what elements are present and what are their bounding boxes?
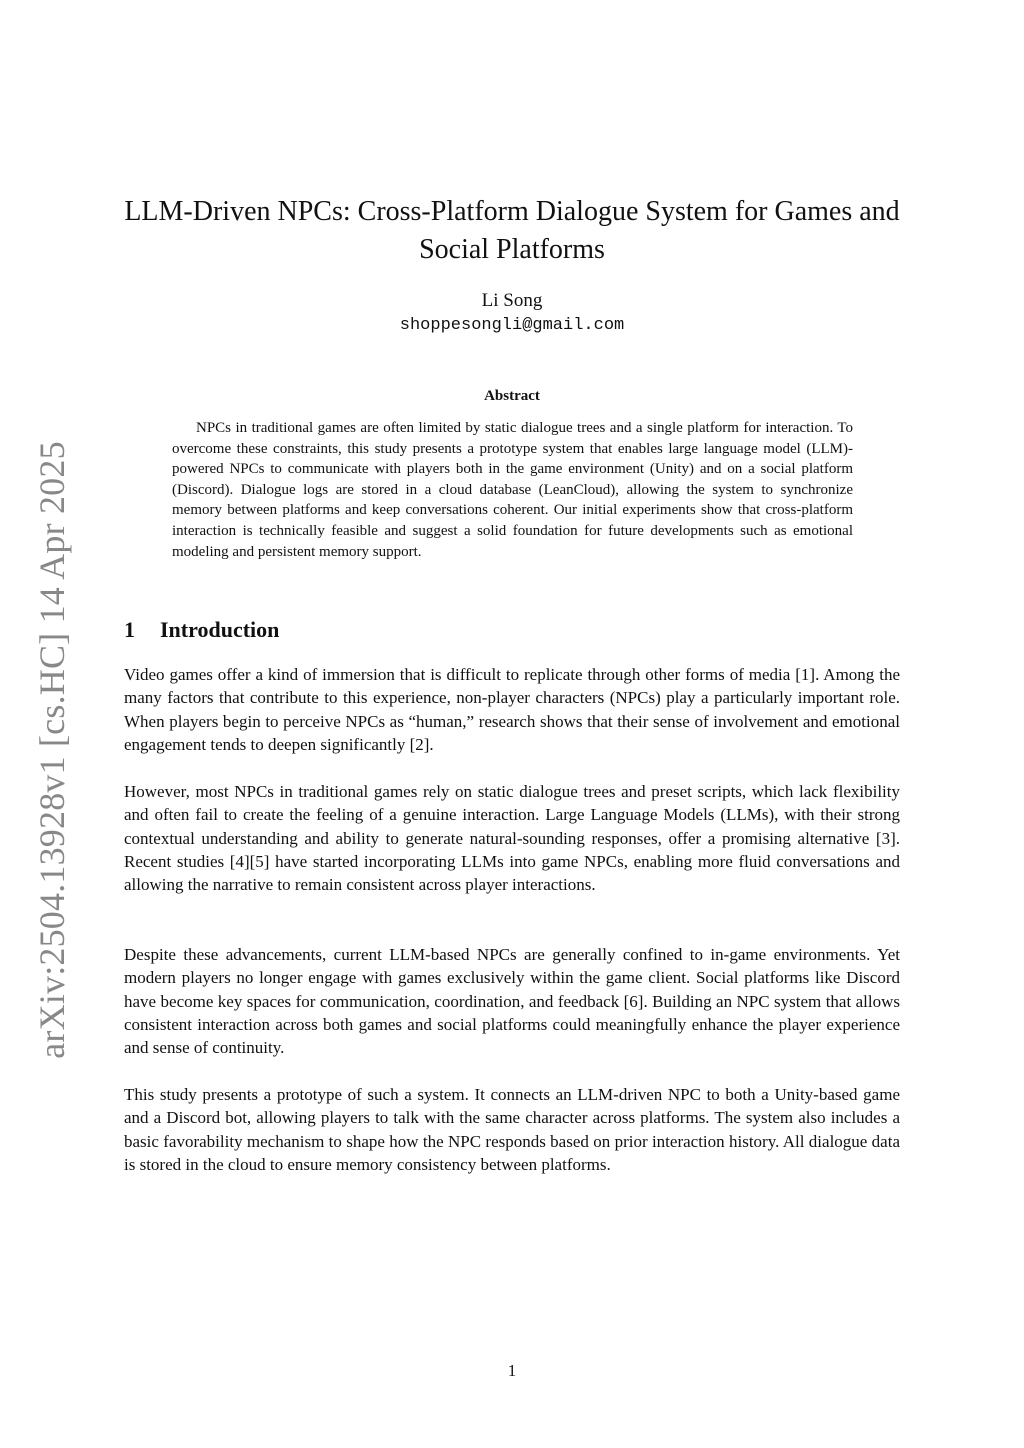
intro-paragraph-1: Video games offer a kind of immersion that is difficult to replicate through other forms of media [1]. Among the many factors that contribute to this experience, non-player characters (NPCs) play a particularly important role. When players begin to perceive NPCs as “human,” research shows that their sense of involvement and emotional engagement tends to deepen significantly [2]. xyxy=(124,665,900,754)
arxiv-identifier: arXiv:2504.13928v1 [cs.HC] 14 Apr 2025 xyxy=(32,441,72,1059)
intro-paragraph-2: However, most NPCs in traditional games rely on static dialogue trees and preset scripts, which lack flexibility and often fail to create the feeling of a genuine interaction. Large Language Models (LLMs), with their strong contextual understanding and ability to generate natural-sounding responses, offer a promising alternative [3]. Recent studies [4][5] have started incorporating LLMs into game NPCs, enabling more fluid conversations and allowing the narrative to remain consistent across player interactions. xyxy=(124,782,900,895)
paper-title: LLM-Driven NPCs: Cross-Platform Dialogue System for Games and Social Platforms xyxy=(124,196,900,265)
author-name: Li Song xyxy=(481,290,543,311)
abstract-heading: Abstract xyxy=(484,388,540,404)
intro-paragraph-4: This study presents a prototype of such a system. It connects an LLM-driven NPC to both a Unity-based game and a Discord bot, allowing players to talk with the same character across platforms. The system also includes a basic favorability mechanism to shape how the NPC responds based on prior interaction history. All dialogue data is stored in the cloud to ensure memory consistency between platforms. xyxy=(124,1085,900,1174)
section-number: 1 xyxy=(124,617,135,642)
section-title: Introduction xyxy=(160,617,280,642)
author-email: shoppesongli@gmail.com xyxy=(399,316,625,335)
section-heading-introduction xyxy=(124,616,279,644)
page-number: 1 xyxy=(507,1361,517,1380)
intro-paragraph-3: Despite these advancements, current LLM-based NPCs are generally confined to in-game environments. Yet modern players no longer engage with games exclusively within the game client. Social platforms like Discord have become key spaces for communication, coordination, and feedback [6]. Building an NPC system that allows consistent interaction across both games and social platforms could meaningfully enhance the player experience and sense of continuity. xyxy=(124,945,900,1058)
abstract-text: NPCs in traditional games are often limited by static dialogue trees and a single platform for interaction. To overcome these constraints, this study presents a prototype system that enables large language model (LLM)-powered NPCs to communicate with players both in the game environment (Unity) and on a social platform (Discord). Dialogue logs are stored in a cloud database (LeanCloud), allowing the system to synchronize memory between platforms and keep conversations coherent. Our initial experiments show that cross-platform interaction is technically feasible and suggest a solid foundation for future developments such as emotional modeling and persistent memory support. xyxy=(172,420,853,560)
